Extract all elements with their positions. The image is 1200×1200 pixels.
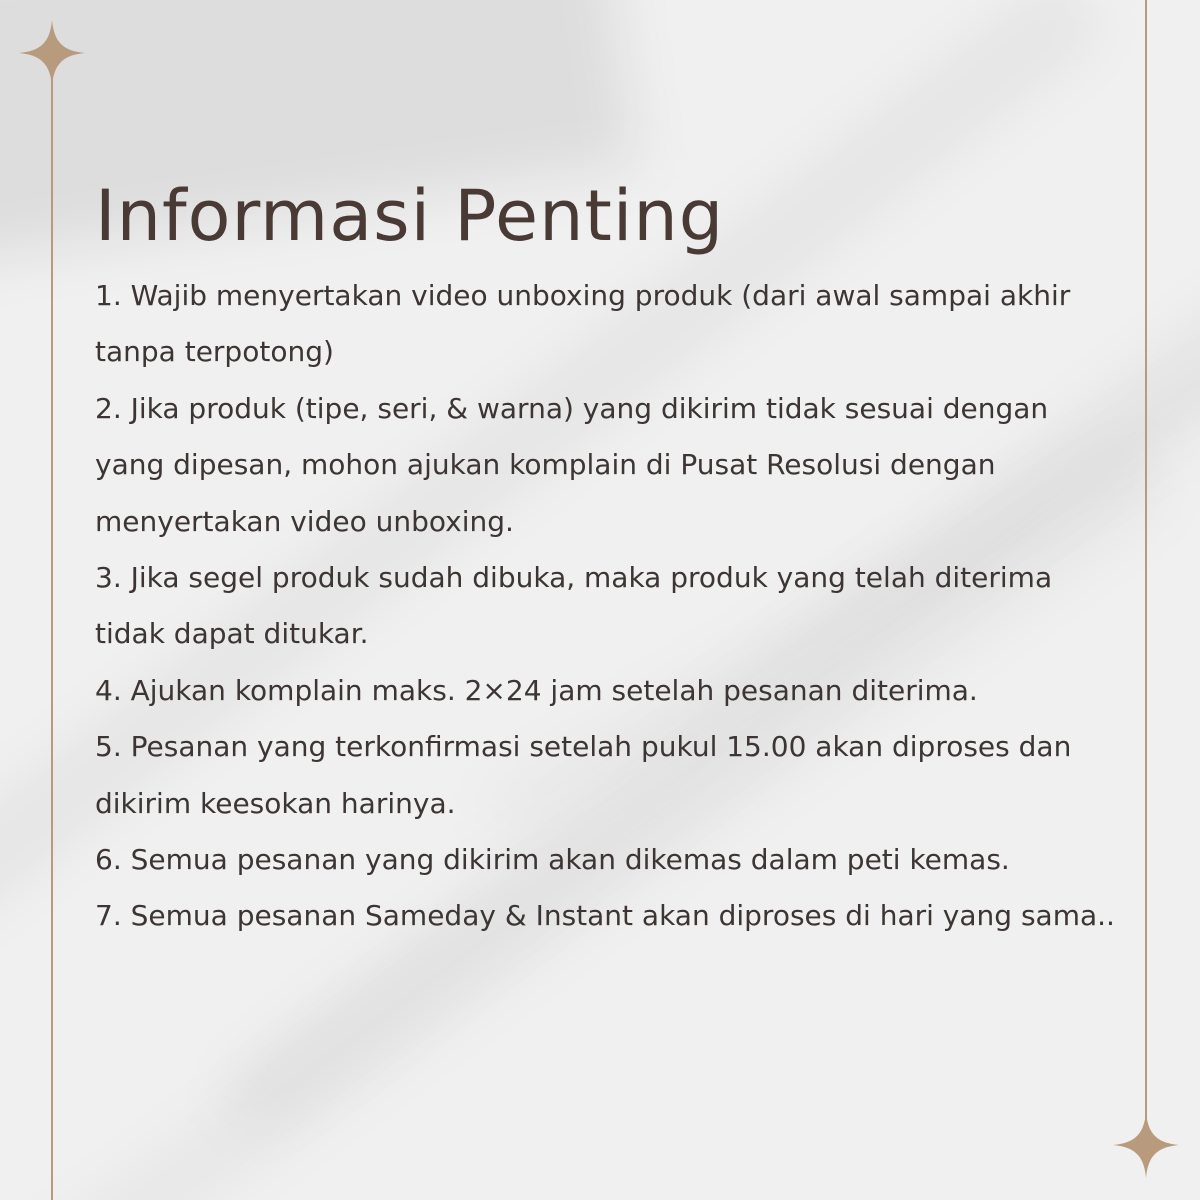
left-border-line [51,60,53,1200]
info-item: 2. Jika produk (tipe, seri, & warna) yang dikirim tidak sesuai dengan yang dipesan, mohon ajukan komplain di Pusat Resolusi dengan menyertakan video unboxing. [95,391,1049,538]
sparkle-star-icon [19,20,85,86]
info-item: 3. Jika segel produk sudah dibuka, maka produk yang telah diterima tidak dapat ditukar. [95,561,1053,651]
sparkle-star-icon [1113,1112,1179,1178]
page-title: Informasi Penting [95,175,725,257]
info-item: 7. Semua pesanan Sameday & Instant akan diproses di hari yang sama.. [95,899,1115,933]
info-item: 1. Wajib menyertakan video unboxing produk (dari awal sampai akhir tanpa terpotong) [95,279,1071,369]
info-item: 5. Pesanan yang terkonfirmasi setelah pukul 15.00 akan diproses dan dikirim keesokan harinya. [95,730,1072,820]
info-item: 4. Ajukan komplain maks. 2×24 jam setelah pesanan diterima. [95,673,978,707]
info-list [95,268,1125,945]
right-border-line [1145,0,1147,1140]
info-item: 6. Semua pesanan yang dikirim akan dikemas dalam peti kemas. [95,843,1010,877]
